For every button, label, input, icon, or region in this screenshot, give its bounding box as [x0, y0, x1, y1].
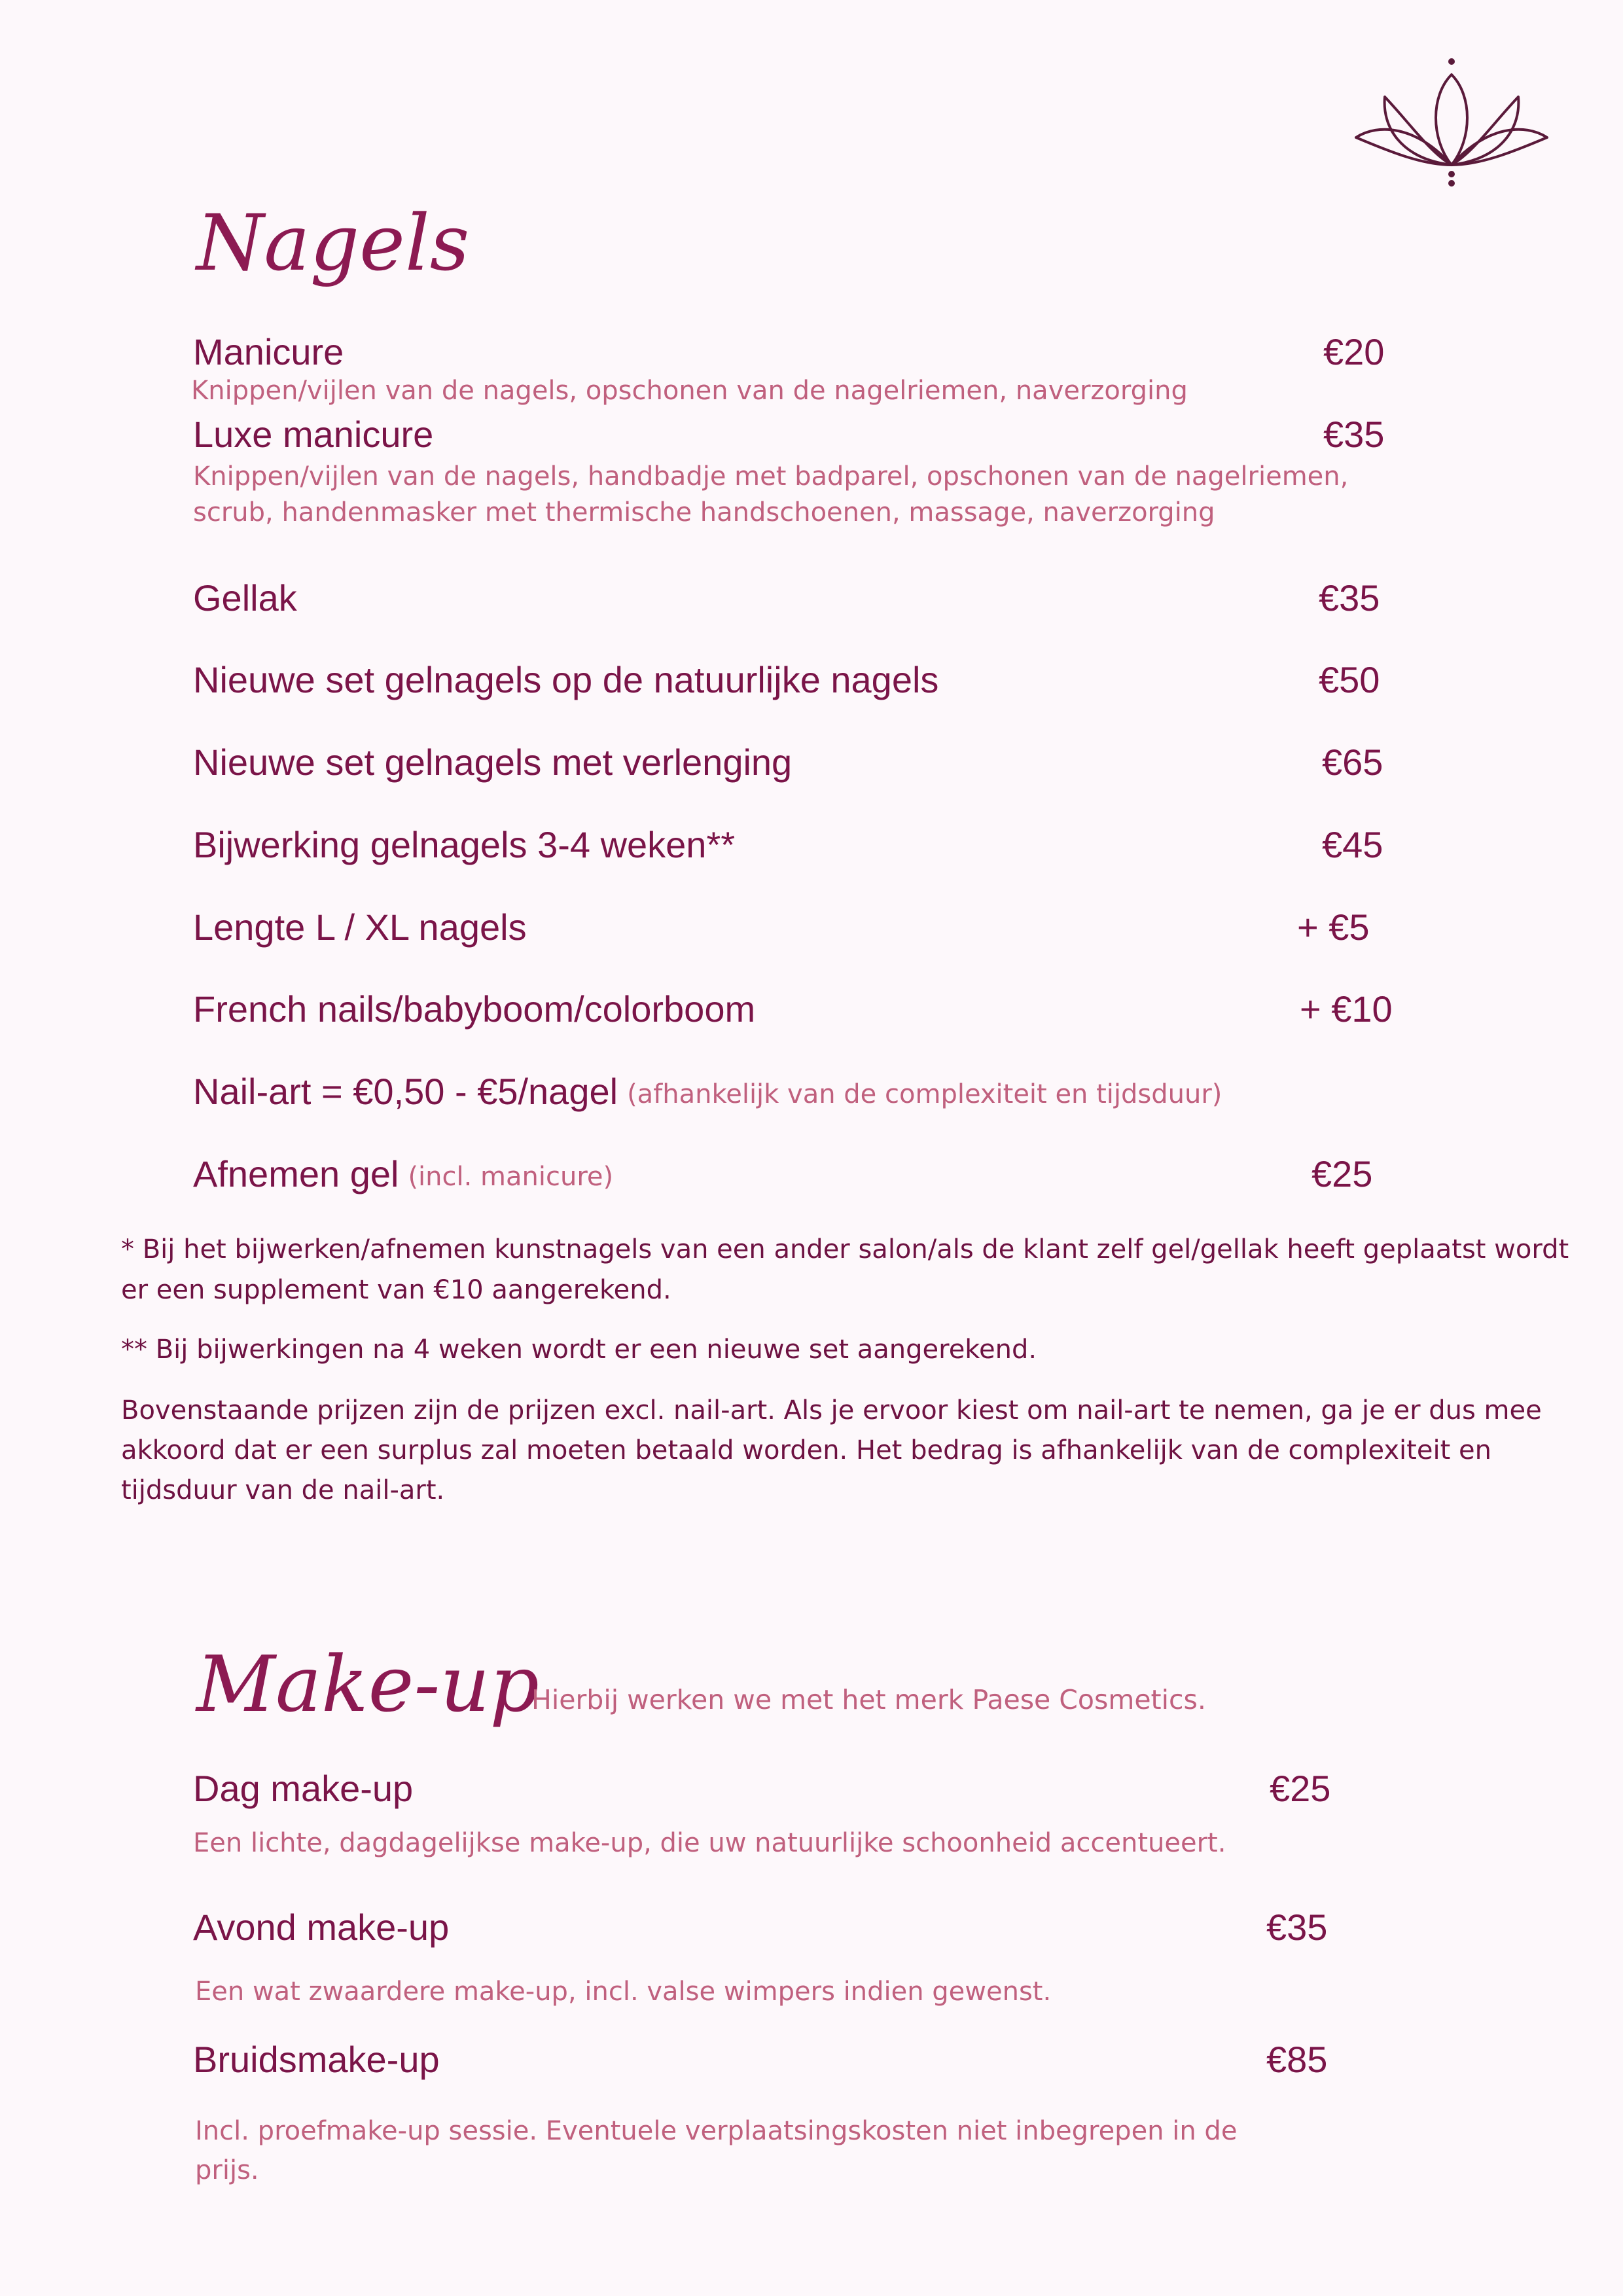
service-description-bruidsmakeup-line2: prijs.	[195, 2155, 259, 2185]
service-name-dag-makeup: Dag make-up	[193, 1768, 414, 1809]
service-price-afnemen-gel: €25	[1311, 1153, 1373, 1194]
service-name-gelnagels-natuurlijk: Nieuwe set gelnagels op de natuurlijke nagels	[193, 659, 939, 700]
lotus-icon	[1353, 55, 1550, 192]
service-description-luxe-manicure-line1: Knippen/vijlen van de nagels, handbadje met badparel, opschonen van de nagelriemen,	[193, 461, 1349, 492]
service-price-gelnagels-verlenging: €65	[1322, 742, 1383, 783]
service-row-afnemen-gel	[193, 1153, 614, 1194]
service-price-manicure: €20	[1323, 331, 1385, 372]
footnote-double-asterisk: ** Bij bijwerkingen na 4 weken wordt er een nieuwe set aangerekend.	[121, 1335, 1037, 1365]
service-price-avond-makeup: €35	[1266, 1907, 1328, 1948]
service-name-french-nails: French nails/babyboom/colorboom	[193, 988, 756, 1030]
service-name-manicure: Manicure	[193, 331, 344, 372]
section-title-nagels: Nagels	[196, 198, 470, 288]
service-note-afnemen-gel: (incl. manicure)	[408, 1162, 614, 1192]
service-name-lengte: Lengte L / XL nagels	[193, 906, 527, 948]
service-price-gelnagels-natuurlijk: €50	[1319, 659, 1380, 700]
service-price-bijwerking: €45	[1322, 824, 1383, 865]
price-disclaimer-line1: Bovenstaande prijzen zijn de prijzen excl. nail-art. Als je ervoor kiest om nail-art te nemen, ga je er dus mee	[121, 1395, 1542, 1426]
service-description-manicure: Knippen/vijlen van de nagels, opschonen van de nagelriemen, naverzorging	[191, 376, 1188, 406]
section-title-makeup: Make-up	[196, 1639, 539, 1729]
price-disclaimer-line3: tijdsduur van de nail-art.	[121, 1475, 445, 1505]
service-name-nail-art: Nail-art = €0,50 - €5/nagel	[193, 1071, 618, 1112]
service-name-avond-makeup: Avond make-up	[193, 1907, 450, 1948]
service-price-dag-makeup: €25	[1270, 1768, 1331, 1809]
footnote-asterisk-line1: * Bij het bijwerken/afnemen kunstnagels van een ander salon/als de klant zelf gel/gellak heeft geplaatst wordt	[121, 1234, 1569, 1265]
service-name-bijwerking: Bijwerking gelnagels 3-4 weken**	[193, 824, 736, 865]
service-name-afnemen-gel: Afnemen gel	[193, 1153, 399, 1194]
service-price-gellak: €35	[1319, 577, 1380, 619]
service-row-nail-art	[193, 1073, 1222, 1110]
service-price-lengte: + €5	[1297, 906, 1370, 948]
service-description-luxe-manicure-line2: scrub, handenmasker met thermische handschoenen, massage, naverzorging	[193, 497, 1215, 528]
service-name-gelnagels-verlenging: Nieuwe set gelnagels met verlenging	[193, 742, 793, 783]
price-disclaimer-line2: akkoord dat er een surplus zal moeten betaald worden. Het bedrag is afhankelijk van de complexiteit en	[121, 1435, 1491, 1465]
service-note-nail-art: (afhankelijk van de complexiteit en tijdsduur)	[627, 1079, 1222, 1109]
service-description-dag-makeup: Een lichte, dagdagelijkse make-up, die uw natuurlijke schoonheid accentueert.	[193, 1828, 1226, 1858]
service-price-bruidsmakeup: €85	[1266, 2039, 1328, 2080]
service-price-french-nails: + €10	[1300, 988, 1393, 1030]
service-description-bruidsmakeup-line1: Incl. proefmake-up sessie. Eventuele verplaatsingskosten niet inbegrepen in de	[195, 2116, 1238, 2146]
service-name-bruidsmakeup: Bruidsmake-up	[193, 2039, 440, 2080]
footnote-asterisk-line2: er een supplement van €10 aangerekend.	[121, 1275, 671, 1305]
service-description-avond-makeup: Een wat zwaardere make-up, incl. valse wimpers indien gewenst.	[195, 1977, 1052, 2007]
makeup-subtitle: Hierbij werken we met het merk Paese Cosmetics.	[531, 1684, 1206, 1715]
service-name-gellak: Gellak	[193, 577, 297, 619]
service-name-luxe-manicure: Luxe manicure	[193, 414, 434, 455]
service-price-luxe-manicure: €35	[1323, 414, 1385, 455]
